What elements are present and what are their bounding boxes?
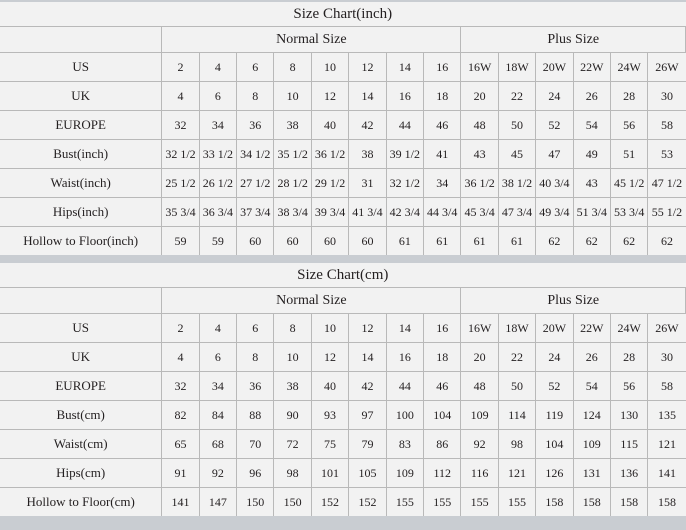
size-chart-cm-row-label: UK [0, 343, 162, 372]
table-cell: 10 [274, 343, 311, 372]
size-chart-inch-block [0, 2, 686, 255]
size-chart-cm-group-row [0, 288, 686, 314]
table-row [0, 140, 686, 169]
table-cell: 101 [311, 459, 348, 488]
table-cell: 42 3/4 [386, 198, 423, 227]
table-cell: 12 [311, 82, 348, 111]
chart-separator [0, 255, 686, 263]
table-cell: 2 [162, 314, 199, 343]
table-cell: 49 [573, 140, 610, 169]
size-chart-cm-row-label: Bust(cm) [0, 401, 162, 430]
table-cell: 16W [461, 53, 498, 82]
table-row [0, 111, 686, 140]
table-cell: 131 [573, 459, 610, 488]
table-cell: 20 [461, 343, 498, 372]
table-cell: 46 [424, 111, 461, 140]
table-cell: 59 [162, 227, 199, 256]
size-chart-inch-row-label: Hips(inch) [0, 198, 162, 227]
size-chart-inch-row-label: US [0, 53, 162, 82]
table-cell: 16 [386, 82, 423, 111]
table-cell: 116 [461, 459, 498, 488]
table-row [0, 314, 686, 343]
table-cell: 92 [199, 459, 236, 488]
table-cell: 55 1/2 [648, 198, 686, 227]
table-cell: 58 [648, 372, 686, 401]
table-cell: 41 [424, 140, 461, 169]
table-cell: 14 [349, 343, 386, 372]
table-cell: 61 [498, 227, 535, 256]
table-cell: 60 [237, 227, 274, 256]
table-cell: 115 [610, 430, 647, 459]
table-cell: 34 [199, 372, 236, 401]
table-cell: 92 [461, 430, 498, 459]
table-cell: 2 [162, 53, 199, 82]
size-chart-inch-body [0, 2, 686, 255]
table-cell: 141 [648, 459, 686, 488]
table-cell: 18 [424, 82, 461, 111]
table-cell: 109 [461, 401, 498, 430]
size-chart-cm-row-label: US [0, 314, 162, 343]
table-cell: 98 [498, 430, 535, 459]
table-cell: 22W [573, 314, 610, 343]
table-cell: 36 [237, 372, 274, 401]
table-cell: 48 [461, 111, 498, 140]
table-cell: 20W [536, 53, 573, 82]
table-cell: 82 [162, 401, 199, 430]
table-cell: 38 [349, 140, 386, 169]
table-row [0, 227, 686, 256]
table-cell: 22 [498, 82, 535, 111]
table-cell: 28 [610, 343, 647, 372]
table-cell: 32 1/2 [386, 169, 423, 198]
table-cell: 114 [498, 401, 535, 430]
table-cell: 32 [162, 372, 199, 401]
table-cell: 62 [536, 227, 573, 256]
table-cell: 8 [274, 314, 311, 343]
table-cell: 26 [573, 82, 610, 111]
table-cell: 47 3/4 [498, 198, 535, 227]
table-cell: 45 [498, 140, 535, 169]
table-cell: 121 [498, 459, 535, 488]
table-cell: 104 [536, 430, 573, 459]
table-cell: 158 [648, 488, 686, 517]
size-chart-inch-row-label: Bust(inch) [0, 140, 162, 169]
table-cell: 158 [536, 488, 573, 517]
table-cell: 38 3/4 [274, 198, 311, 227]
table-cell: 62 [648, 227, 686, 256]
table-cell: 61 [386, 227, 423, 256]
table-cell: 30 [648, 82, 686, 111]
table-cell: 8 [237, 343, 274, 372]
table-cell: 12 [349, 314, 386, 343]
table-cell: 50 [498, 111, 535, 140]
table-cell: 6 [237, 53, 274, 82]
size-chart-cm-row-label: Waist(cm) [0, 430, 162, 459]
size-chart-cm-row-label: Hollow to Floor(cm) [0, 488, 162, 517]
table-cell: 36 1/2 [311, 140, 348, 169]
table-cell: 24 [536, 82, 573, 111]
table-cell: 62 [573, 227, 610, 256]
table-cell: 36 1/2 [461, 169, 498, 198]
size-chart-cm-group-normal-size: Normal Size [162, 288, 461, 314]
table-cell: 68 [199, 430, 236, 459]
size-chart-inch-row-label: Hollow to Floor(inch) [0, 227, 162, 256]
table-cell: 62 [610, 227, 647, 256]
table-cell: 121 [648, 430, 686, 459]
table-cell: 36 [237, 111, 274, 140]
size-chart-inch-group-normal-size: Normal Size [162, 27, 461, 53]
table-cell: 56 [610, 111, 647, 140]
table-cell: 38 [274, 111, 311, 140]
table-cell: 34 [424, 169, 461, 198]
table-cell: 34 1/2 [237, 140, 274, 169]
table-cell: 97 [349, 401, 386, 430]
table-cell: 14 [386, 314, 423, 343]
table-cell: 24 [536, 343, 573, 372]
table-cell: 52 [536, 372, 573, 401]
table-cell: 70 [237, 430, 274, 459]
table-cell: 158 [610, 488, 647, 517]
table-row [0, 488, 686, 517]
table-cell: 98 [274, 459, 311, 488]
table-cell: 27 1/2 [237, 169, 274, 198]
table-cell: 155 [424, 488, 461, 517]
table-cell: 52 [536, 111, 573, 140]
table-cell: 88 [237, 401, 274, 430]
table-cell: 35 1/2 [274, 140, 311, 169]
table-cell: 25 1/2 [162, 169, 199, 198]
table-cell: 16 [386, 343, 423, 372]
table-cell: 32 1/2 [162, 140, 199, 169]
table-cell: 51 3/4 [573, 198, 610, 227]
table-cell: 4 [199, 53, 236, 82]
table-cell: 155 [386, 488, 423, 517]
table-cell: 54 [573, 372, 610, 401]
size-chart-inch-title: Size Chart(inch) [0, 2, 686, 27]
table-cell: 155 [461, 488, 498, 517]
table-cell: 22 [498, 343, 535, 372]
table-cell: 91 [162, 459, 199, 488]
table-cell: 152 [349, 488, 386, 517]
table-cell: 4 [162, 343, 199, 372]
table-cell: 4 [199, 314, 236, 343]
table-cell: 14 [386, 53, 423, 82]
table-cell: 10 [311, 53, 348, 82]
table-cell: 6 [199, 343, 236, 372]
table-cell: 38 1/2 [498, 169, 535, 198]
table-cell: 40 [311, 372, 348, 401]
table-cell: 18W [498, 314, 535, 343]
table-cell: 49 3/4 [536, 198, 573, 227]
table-cell: 39 3/4 [311, 198, 348, 227]
table-cell: 46 [424, 372, 461, 401]
table-cell: 42 [349, 372, 386, 401]
table-cell: 84 [199, 401, 236, 430]
table-row [0, 459, 686, 488]
table-cell: 83 [386, 430, 423, 459]
table-cell: 18W [498, 53, 535, 82]
table-cell: 12 [349, 53, 386, 82]
table-cell: 45 3/4 [461, 198, 498, 227]
table-cell: 43 [573, 169, 610, 198]
table-cell: 37 3/4 [237, 198, 274, 227]
table-cell: 72 [274, 430, 311, 459]
table-cell: 90 [274, 401, 311, 430]
table-cell: 135 [648, 401, 686, 430]
table-cell: 56 [610, 372, 647, 401]
size-chart-inch-title-row [0, 2, 686, 27]
table-cell: 8 [274, 53, 311, 82]
table-cell: 42 [349, 111, 386, 140]
table-cell: 124 [573, 401, 610, 430]
table-cell: 51 [610, 140, 647, 169]
table-cell: 26 1/2 [199, 169, 236, 198]
size-chart-cm-group-blank [0, 288, 162, 314]
size-chart-cm-row-label: Hips(cm) [0, 459, 162, 488]
size-chart-inch-row-label: Waist(inch) [0, 169, 162, 198]
table-cell: 16W [461, 314, 498, 343]
table-cell: 20 [461, 82, 498, 111]
table-cell: 147 [199, 488, 236, 517]
table-cell: 112 [424, 459, 461, 488]
table-cell: 26W [648, 53, 686, 82]
table-cell: 35 3/4 [162, 198, 199, 227]
table-cell: 41 3/4 [349, 198, 386, 227]
size-chart-inch-group-blank [0, 27, 162, 53]
table-cell: 10 [311, 314, 348, 343]
table-cell: 119 [536, 401, 573, 430]
table-cell: 53 3/4 [610, 198, 647, 227]
table-cell: 12 [311, 343, 348, 372]
table-cell: 20W [536, 314, 573, 343]
size-chart-inch-table [0, 2, 686, 255]
table-cell: 39 1/2 [386, 140, 423, 169]
table-cell: 28 1/2 [274, 169, 311, 198]
table-cell: 4 [162, 82, 199, 111]
size-chart-inch-row-label: UK [0, 82, 162, 111]
table-cell: 44 3/4 [424, 198, 461, 227]
table-cell: 16 [424, 53, 461, 82]
table-cell: 61 [461, 227, 498, 256]
table-cell: 29 1/2 [311, 169, 348, 198]
table-cell: 16 [424, 314, 461, 343]
table-row [0, 53, 686, 82]
table-cell: 104 [424, 401, 461, 430]
table-cell: 43 [461, 140, 498, 169]
size-chart-inch-row-label: EUROPE [0, 111, 162, 140]
table-cell: 40 [311, 111, 348, 140]
table-cell: 158 [573, 488, 610, 517]
table-cell: 53 [648, 140, 686, 169]
table-cell: 32 [162, 111, 199, 140]
table-cell: 36 3/4 [199, 198, 236, 227]
size-chart-cm-title: Size Chart(cm) [0, 263, 686, 288]
table-cell: 130 [610, 401, 647, 430]
table-cell: 31 [349, 169, 386, 198]
table-cell: 8 [237, 82, 274, 111]
table-row [0, 169, 686, 198]
table-cell: 28 [610, 82, 647, 111]
table-cell: 44 [386, 111, 423, 140]
table-cell: 150 [274, 488, 311, 517]
table-cell: 33 1/2 [199, 140, 236, 169]
table-cell: 59 [199, 227, 236, 256]
table-cell: 79 [349, 430, 386, 459]
size-chart-cm-body [0, 263, 686, 516]
table-cell: 96 [237, 459, 274, 488]
table-cell: 126 [536, 459, 573, 488]
table-cell: 141 [162, 488, 199, 517]
table-cell: 152 [311, 488, 348, 517]
table-cell: 75 [311, 430, 348, 459]
table-cell: 14 [349, 82, 386, 111]
table-cell: 58 [648, 111, 686, 140]
table-cell: 65 [162, 430, 199, 459]
table-cell: 30 [648, 343, 686, 372]
table-row [0, 343, 686, 372]
table-cell: 86 [424, 430, 461, 459]
table-cell: 6 [237, 314, 274, 343]
table-cell: 6 [199, 82, 236, 111]
table-cell: 10 [274, 82, 311, 111]
size-chart-cm-row-label: EUROPE [0, 372, 162, 401]
table-cell: 60 [311, 227, 348, 256]
table-row [0, 430, 686, 459]
table-cell: 18 [424, 343, 461, 372]
table-cell: 26W [648, 314, 686, 343]
table-cell: 109 [573, 430, 610, 459]
table-row [0, 82, 686, 111]
table-row [0, 401, 686, 430]
table-cell: 48 [461, 372, 498, 401]
table-cell: 109 [386, 459, 423, 488]
table-cell: 150 [237, 488, 274, 517]
size-chart-cm-table [0, 263, 686, 516]
table-cell: 22W [573, 53, 610, 82]
table-row [0, 198, 686, 227]
table-cell: 38 [274, 372, 311, 401]
table-cell: 61 [424, 227, 461, 256]
table-cell: 47 1/2 [648, 169, 686, 198]
table-cell: 105 [349, 459, 386, 488]
table-cell: 93 [311, 401, 348, 430]
table-cell: 40 3/4 [536, 169, 573, 198]
size-chart-cm-group-plus-size: Plus Size [461, 288, 686, 314]
size-chart-cm-block [0, 263, 686, 516]
table-cell: 155 [498, 488, 535, 517]
table-cell: 24W [610, 314, 647, 343]
size-chart-inch-group-row [0, 27, 686, 53]
size-chart-inch-group-plus-size: Plus Size [461, 27, 686, 53]
table-cell: 60 [349, 227, 386, 256]
table-cell: 26 [573, 343, 610, 372]
table-cell: 44 [386, 372, 423, 401]
table-row [0, 372, 686, 401]
table-cell: 136 [610, 459, 647, 488]
table-cell: 60 [274, 227, 311, 256]
table-cell: 45 1/2 [610, 169, 647, 198]
table-cell: 47 [536, 140, 573, 169]
table-cell: 34 [199, 111, 236, 140]
table-cell: 100 [386, 401, 423, 430]
table-cell: 24W [610, 53, 647, 82]
table-cell: 50 [498, 372, 535, 401]
table-cell: 54 [573, 111, 610, 140]
size-chart-cm-title-row [0, 263, 686, 288]
